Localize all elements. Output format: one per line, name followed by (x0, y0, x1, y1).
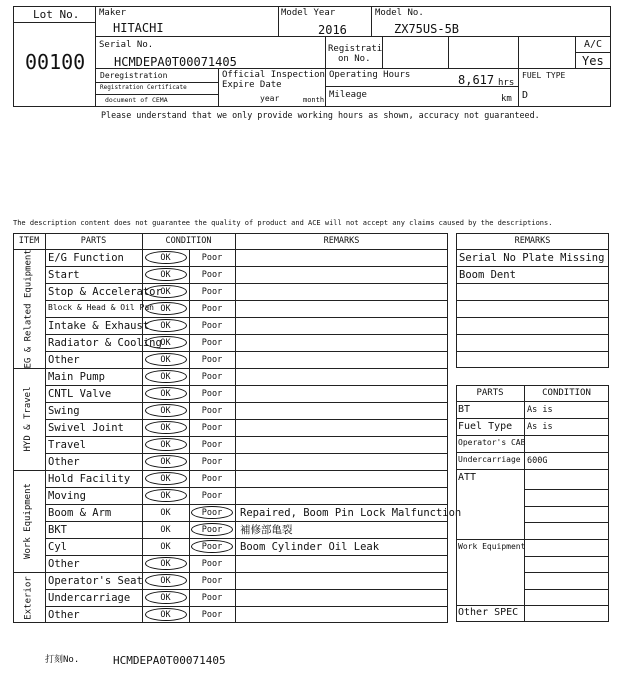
part-name: Hold Facility (48, 473, 131, 485)
divider (524, 605, 609, 606)
part-name: Start (48, 269, 80, 281)
registration-label-2: on No. (338, 54, 371, 64)
selection-circle (145, 319, 187, 332)
parts-row-label: Undercarriage (458, 455, 521, 464)
poor-option: Poor (201, 389, 223, 399)
selection-circle (145, 404, 187, 417)
selection-circle (145, 251, 187, 264)
selection-circle (145, 608, 187, 621)
poor-option: Poor (201, 508, 223, 518)
part-name: E/G Function (48, 252, 124, 264)
notice-description: The description content does not guarantee the quality of product and ACE will not accept any claims caused by the descriptions. (13, 219, 553, 227)
divider (95, 82, 218, 83)
divider (371, 6, 372, 36)
ac-value: Yes (582, 54, 604, 68)
ok-option: OK (160, 372, 171, 382)
divider (13, 22, 95, 23)
stamp-value: HCMDEPA0T00071405 (113, 654, 226, 667)
maker-label: Maker (99, 8, 127, 18)
remark-text: 補修部亀裂 (240, 524, 293, 536)
ok-option: OK (160, 355, 171, 365)
att-label: ATT (458, 472, 477, 483)
deregistration-label: Deregistration (100, 71, 168, 80)
divider (575, 52, 611, 53)
divider (456, 266, 609, 267)
lot-value: 00100 (25, 50, 86, 74)
ok-option: OK (160, 321, 171, 331)
inspection-label-2: Expire Date (222, 80, 282, 90)
group-label: HYD & Travel (23, 386, 33, 452)
divider (45, 283, 448, 284)
selection-circle (145, 455, 187, 468)
part-name: Stop & Accelerator (48, 286, 162, 298)
divider (278, 6, 279, 36)
selection-circle (145, 302, 187, 315)
col-remarks: REMARKS (323, 236, 360, 246)
part-name: Cyl (48, 541, 67, 553)
selection-circle (145, 285, 187, 298)
parts-row-label: BT (458, 404, 471, 415)
divider (45, 487, 448, 488)
selection-circle (191, 506, 233, 519)
selection-circle (145, 421, 187, 434)
divider (456, 317, 609, 318)
divider (524, 589, 609, 590)
ok-option: OK (160, 440, 171, 450)
model-no-label: Model No. (375, 8, 424, 18)
divider (524, 522, 609, 523)
divider (45, 419, 448, 420)
poor-option: Poor (201, 542, 223, 552)
divider (218, 68, 219, 107)
divider (95, 6, 96, 107)
divider (45, 233, 46, 623)
ok-option: OK (160, 542, 171, 552)
divider (524, 556, 609, 557)
parts-row-condition: 600G (527, 456, 548, 466)
model-year-label: Model Year (281, 8, 336, 18)
divider (45, 521, 448, 522)
stamp-label: 打刻No. (45, 655, 80, 665)
part-name: CNTL Valve (48, 388, 112, 400)
ok-option: OK (160, 593, 171, 603)
selection-circle (145, 268, 187, 281)
serial-label: Serial No. (99, 40, 154, 50)
hrs-unit: hrs (498, 78, 515, 88)
part-name: Swivel Joint (48, 422, 124, 434)
divider (456, 452, 609, 453)
fuel-type-value: D (522, 90, 529, 101)
part-name: BKT (48, 524, 67, 536)
poor-option: Poor (201, 576, 223, 586)
poor-option: Poor (201, 253, 223, 263)
divider (448, 36, 449, 68)
divider (456, 605, 524, 606)
poor-option: Poor (201, 338, 223, 348)
poor-option: Poor (201, 610, 223, 620)
divider (524, 385, 525, 622)
divider (524, 506, 609, 507)
parts-row-label: Operator's CAB (458, 438, 526, 447)
inspection-label: Official Inspection (222, 70, 325, 80)
selection-circle (145, 438, 187, 451)
ok-option: OK (160, 287, 171, 297)
divider (13, 249, 448, 250)
divider (518, 36, 519, 107)
other-spec-label: Other SPEC (458, 607, 519, 618)
ok-option: OK (160, 525, 171, 535)
serial-value: HCMDEPA0T00071405 (114, 55, 237, 69)
selection-circle (145, 489, 187, 502)
divider (524, 539, 609, 540)
ok-option: OK (160, 406, 171, 416)
divider (45, 504, 448, 505)
poor-option: Poor (201, 474, 223, 484)
selection-circle (145, 353, 187, 366)
divider (456, 539, 524, 540)
divider (235, 233, 236, 623)
group-label: Exterior (23, 575, 33, 620)
ok-option: OK (160, 576, 171, 586)
divider (456, 283, 609, 284)
registration-certificate-label: Registration Certificate (100, 84, 187, 91)
month-label: month (303, 96, 325, 104)
group-label: EG & Related Equipment (23, 248, 33, 368)
part-name: Other (48, 558, 80, 570)
work-equipment-label: Work Equipment (458, 542, 526, 551)
divider (524, 572, 609, 573)
divider (45, 300, 448, 301)
poor-option: Poor (201, 406, 223, 416)
parts-row-label: Fuel Type (458, 421, 513, 432)
divider (456, 418, 609, 419)
ok-option: OK (160, 253, 171, 263)
ok-option: OK (160, 474, 171, 484)
selection-circle (145, 574, 187, 587)
part-name: Other (48, 456, 80, 468)
divider (456, 351, 609, 352)
selection-circle (145, 472, 187, 485)
selection-circle (145, 557, 187, 570)
divider (45, 436, 448, 437)
poor-option: Poor (201, 525, 223, 535)
part-name: Radiator & Cooling (48, 337, 162, 349)
poor-option: Poor (201, 270, 223, 280)
operating-hours-value: 8,617 (458, 73, 495, 87)
divider (13, 470, 448, 471)
registration-label: Registrati (328, 44, 383, 54)
cema-label: document of CEMA (105, 96, 168, 104)
col-item: ITEM (18, 236, 40, 246)
ok-option: OK (160, 508, 171, 518)
mileage-label: Mileage (329, 90, 367, 100)
model-year-value: 2016 (318, 23, 347, 37)
operating-hours-label: Operating Hours (329, 70, 411, 80)
divider (45, 606, 448, 607)
parts-row-condition: As is (527, 422, 553, 432)
ok-option: OK (160, 610, 171, 620)
divider (45, 266, 448, 267)
divider (325, 36, 326, 107)
divider (456, 300, 609, 301)
ok-option: OK (160, 389, 171, 399)
divider (456, 469, 609, 470)
fuel-type-label: FUEL TYPE (522, 71, 566, 80)
selection-circle (145, 336, 187, 349)
ac-label: A/C (584, 39, 603, 50)
part-name: Other (48, 354, 80, 366)
poor-option: Poor (201, 287, 223, 297)
ok-option: OK (160, 491, 171, 501)
poor-option: Poor (201, 559, 223, 569)
remark-text: Boom Cylinder Oil Leak (240, 541, 380, 553)
part-name: Moving (48, 490, 86, 502)
col-condition: CONDITION (165, 236, 212, 246)
poor-option: Poor (201, 593, 223, 603)
year-label: year (260, 94, 280, 103)
part-name: Undercarriage (48, 592, 131, 604)
divider (13, 572, 448, 573)
remarks-header: REMARKS (514, 236, 551, 246)
group-label: Work Equipment (23, 483, 33, 559)
remarks-line: Serial No Plate Missing (459, 252, 605, 264)
part-name: Other (48, 609, 80, 621)
divider (45, 453, 448, 454)
km-unit: km (501, 94, 512, 104)
selection-circle (145, 370, 187, 383)
divider (456, 249, 609, 250)
divider (45, 589, 448, 590)
poor-option: Poor (201, 355, 223, 365)
selection-circle (145, 591, 187, 604)
divider (45, 402, 448, 403)
ok-option: OK (160, 304, 171, 314)
remarks-line: Boom Dent (459, 269, 516, 281)
selection-circle (191, 523, 233, 536)
selection-circle (191, 540, 233, 553)
divider (45, 351, 448, 352)
divider (95, 36, 611, 37)
selection-circle (145, 387, 187, 400)
remark-text: Repaired, Boom Pin Lock Malfunction (240, 507, 462, 519)
ok-option: OK (160, 559, 171, 569)
lot-label: Lot No. (33, 8, 80, 21)
poor-option: Poor (201, 457, 223, 467)
part-name: Operator's Seat (48, 575, 143, 587)
condition-header: CONDITION (542, 388, 591, 398)
divider (45, 317, 448, 318)
poor-option: Poor (201, 423, 223, 433)
poor-option: Poor (201, 440, 223, 450)
divider (456, 334, 609, 335)
ok-option: OK (160, 338, 171, 348)
parts-header: PARTS (476, 388, 504, 398)
part-name: Boom & Arm (48, 507, 112, 519)
maker-value: HITACHI (113, 21, 164, 35)
divider (456, 435, 609, 436)
poor-option: Poor (201, 304, 223, 314)
model-no-value: ZX75US-5B (394, 22, 460, 36)
poor-option: Poor (201, 491, 223, 501)
notice-hours: Please understand that we only provide working hours as shown, accuracy not guaranteed. (101, 110, 540, 120)
divider (13, 368, 448, 369)
ok-option: OK (160, 270, 171, 280)
part-name: Intake & Exhaust (48, 320, 150, 332)
col-parts: PARTS (80, 236, 107, 246)
divider (456, 401, 609, 402)
divider (45, 555, 448, 556)
part-name: Swing (48, 405, 80, 417)
ok-option: OK (160, 457, 171, 467)
part-name: Main Pump (48, 371, 105, 383)
divider (95, 94, 218, 95)
poor-option: Poor (201, 321, 223, 331)
ok-option: OK (160, 423, 171, 433)
divider (524, 489, 609, 490)
parts-row-condition: As is (527, 405, 553, 415)
divider (45, 385, 448, 386)
poor-option: Poor (201, 372, 223, 382)
divider (45, 538, 448, 539)
divider (45, 334, 448, 335)
part-name: Block & Head & Oil Pan (48, 303, 154, 312)
part-name: Travel (48, 439, 86, 451)
